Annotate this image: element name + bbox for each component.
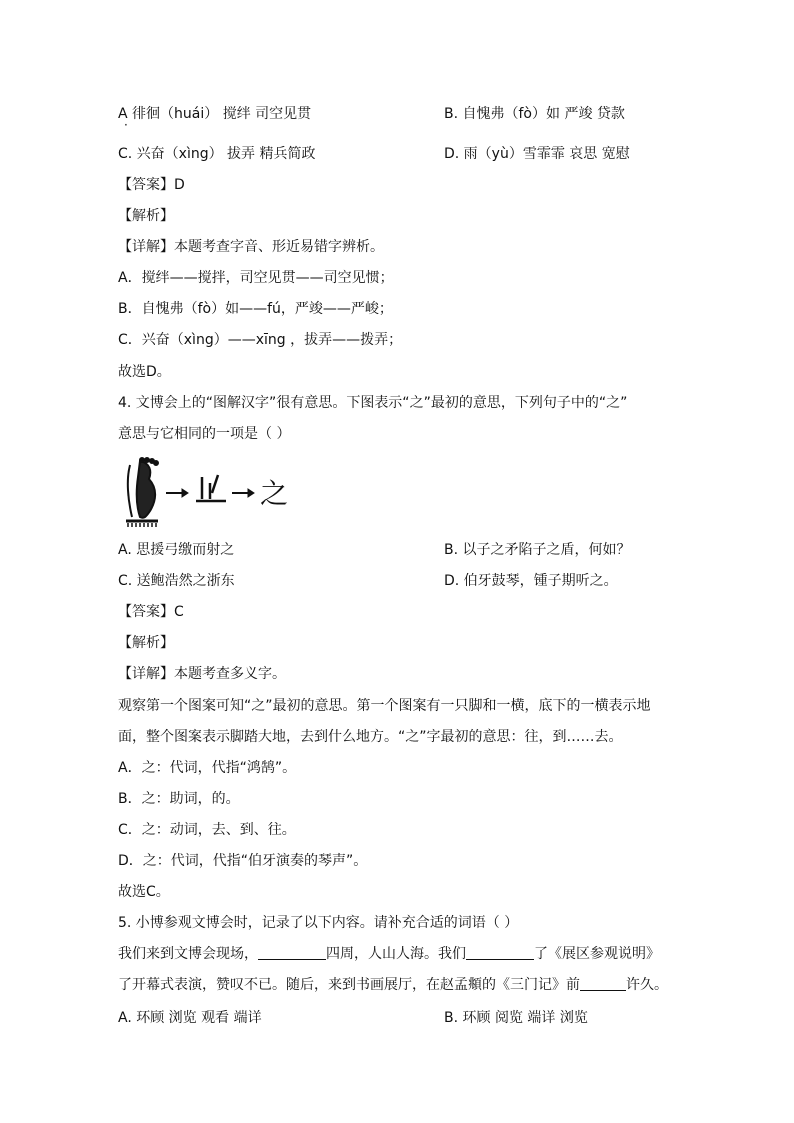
q3-line-c: C．兴奋（xìng）——xīng ，拔弄——拨弄； [118, 332, 403, 348]
q3-line-a: A．搅绊——搅拌，司空见贯——司空见惯； [118, 270, 394, 286]
foot-glyph-figure [122, 455, 302, 530]
q4-line-c: C．之：动词，去、到、往。 [118, 822, 296, 838]
arrow-right-icon [232, 489, 254, 497]
fill-blank-1[interactable] [258, 945, 326, 960]
fill-blank-3[interactable] [580, 976, 626, 991]
q3-option-c: C. 兴奋（xìng） 拔弄 精兵简政 [118, 146, 316, 162]
q5-passage-text: 了《展区参观说明》 [534, 946, 660, 962]
q3-conclusion: 故选D。 [118, 364, 171, 380]
q5-option-b: B. 环顾 阅览 端详 浏览 [444, 1010, 588, 1026]
q4-line-d: D．之：代词，代指“伯牙演奏的琴声”。 [118, 853, 368, 869]
q4-option-d: D. 伯牙鼓琴，锺子期听之。 [444, 573, 618, 589]
q4-detail: 【详解】本题考查多义字。 [118, 666, 286, 682]
arrow-right-icon [166, 489, 188, 497]
q4-option-c: C. 送鲍浩然之浙东 [118, 573, 235, 589]
emphasis-dot: · [124, 118, 128, 132]
q3-option-d: D. 雨（yù）雪霏霏 哀思 宽慰 [444, 146, 630, 162]
q4-line-a: A．之：代词，代指“鸿鹄”。 [118, 760, 297, 776]
q4-explain-line2: 面，整个图案表示脚踏大地，去到什么地方。“之”字最初的意思：往，到……去。 [118, 729, 623, 745]
q4-answer: 【答案】C [118, 604, 184, 620]
q5-passage-text: 许久。 [626, 977, 668, 993]
q5-passage-line2 [118, 975, 668, 995]
glyph-evolution-figure [122, 455, 302, 534]
q5-passage-text: 了开幕式表演，赞叹不已。随后，来到书画展厅，在赵孟頫的《三门记》前 [118, 977, 580, 993]
q3-option-a: A 徘徊（huái） 搅绊 司空见贯 [118, 106, 312, 122]
q5-passage-text: 我们来到文博会现场， [118, 946, 258, 962]
q4-explain-line1: 观察第一个图案可知“之”最初的意思。第一个图案有一只脚和一横，底下的一横表示地 [118, 698, 651, 714]
q4-stem-line1: 4. 文博会上的“图解汉字”很有意思。下图表示“之”最初的意思，下列句子中的“之” [118, 395, 628, 411]
q5-option-a: A. 环顾 浏览 观看 端详 [118, 1010, 262, 1026]
q3-line-b: B．自愧弗（fò）如——fú，严竣——严峻； [118, 301, 393, 317]
q3-analysis-heading: 【解析】 [118, 208, 174, 224]
q4-analysis-heading: 【解析】 [118, 635, 174, 651]
q3-option-b: B. 自愧弗（fò）如 严竣 贷款 [444, 106, 625, 122]
q5-passage-text: 四周，人山人海。我们 [326, 946, 466, 962]
q4-option-a: A. 思援弓缴而射之 [118, 542, 235, 558]
q4-line-b: B．之：助词，的。 [118, 791, 240, 807]
zhi-character: 之 [260, 477, 289, 510]
seal-script-zhi-icon [196, 475, 226, 501]
q3-answer: 【答案】D [118, 177, 185, 193]
q4-option-b: B. 以子之矛陷子之盾，何如？ [444, 542, 631, 558]
q3-detail: 【详解】本题考查字音、形近易错字辨析。 [118, 239, 384, 255]
foot-pictograph-icon [126, 458, 158, 527]
fill-blank-2[interactable] [466, 945, 534, 960]
q4-stem-line2: 意思与它相同的一项是（ ） [118, 426, 291, 442]
q5-stem: 5. 小博参观文博会时，记录了以下内容。请补充合适的词语（ ） [118, 915, 519, 931]
q5-passage-line1 [118, 944, 660, 964]
q4-conclusion: 故选C。 [118, 884, 170, 900]
